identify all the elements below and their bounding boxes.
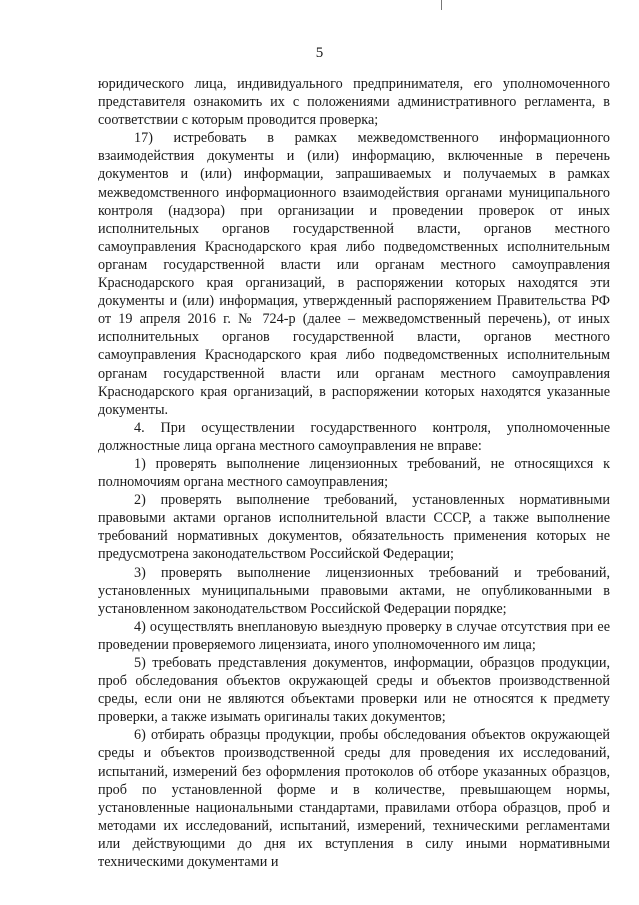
paragraph: 17) истребовать в рамках межведомственного информационного взаимодействия документы и (или) информацию, включенные в перечень документов и (или) информации, запрашиваемых и получаемых в рамках межведомственного информационного взаимодействия органами муниципального контроля (надзора) при организации и проведении проверок от иных исполнительных органов государственной власти, органов местного самоуправления Краснодарского края либо подведомственных исполнительным органам государственной власти или органам местного самоуправления Краснодарского края организаций, в распоряжении которых находятся эти документы и (или) информация, утвержденный распоряжением Правительства РФ от 19 апреля 2016 г. № 724-р (далее – межведомственный перечень), от иных исполнительных органов государственной власти, органов местного самоуправления Краснодарского края либо подведомственных исполнительным органам государственной власти или органам местного самоуправления Краснодарского края организаций, в распоряжении которых находятся указанные документы. [98, 130, 610, 418]
page-number: 5 [315, 45, 324, 61]
paragraph: юридического лица, индивидуального предпринимателя, его уполномоченного представителя ознакомить их с положениями административного регламента, в соответствии с которым проводится проверка; [98, 76, 610, 129]
paragraph: 6) отбирать образцы продукции, пробы обследования объектов окружающей среды и объектов производственной среды для проведения их исследований, испытаний, измерений без оформления протоколов об отборе указанных образцов, проб по установленной форме и в количестве, превышающем нормы, установленные национальными стандартами, правилами отбора образцов, проб и методами их исследований, испытаний, измерений, техническими регламентами или действующими до дня их вступления в силу иными нормативными техническими документами и [98, 727, 610, 871]
paragraph: 4. При осуществлении государственного контроля, уполномоченные должностные лица органа местного самоуправления не вправе: [98, 419, 610, 454]
paragraph: 3) проверять выполнение лицензионных требований и требований, установленных муниципальными правовыми актами, не опубликованными в установленном законодательством Российской Федерации порядке; [98, 564, 610, 617]
paragraph: 4) осуществлять внеплановую выездную проверку в случае отсутствия при ее проведении проверяемого лицензиата, иного уполномоченного им лица; [98, 618, 610, 653]
paragraph: 5) требовать представления документов, информации, образцов продукции, проб обследования объектов окружающей среды и объектов производственной среды, если они не являются объектами проверки или не относятся к предмету проверки, а также изымать оригиналы таких документов; [98, 655, 610, 726]
paragraph: 2) проверять выполнение требований, установленных нормативными правовыми актами органов исполнительной власти СССР, а также выполнение требований нормативных документов, обязательность применения которых не предусмотрена законодательством Российской Федерации; [98, 492, 610, 563]
paragraph: 1) проверять выполнение лицензионных требований, не относящихся к полномочиям органа местного самоуправления; [98, 455, 610, 491]
scan-mark [441, 0, 442, 10]
document-body [98, 75, 610, 871]
